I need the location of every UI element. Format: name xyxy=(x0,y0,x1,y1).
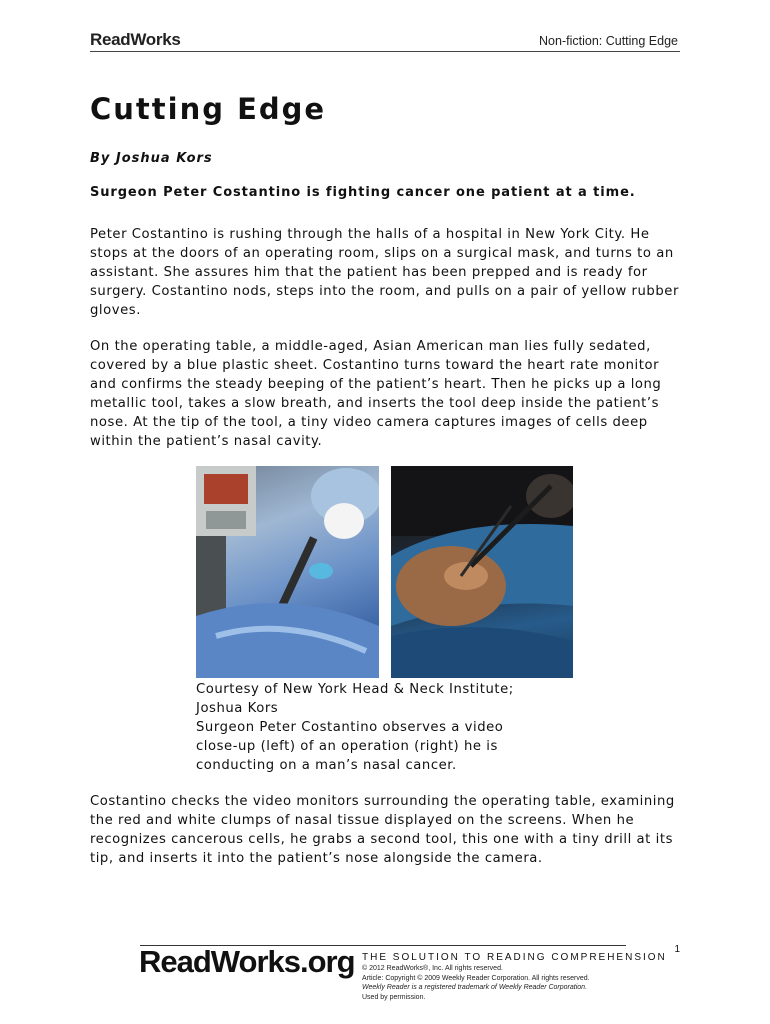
footer-permission: Used by permission. xyxy=(362,993,426,1001)
footer-logo: ReadWorks.org xyxy=(139,944,355,979)
article-subtitle: Surgeon Peter Costantino is fighting cancer one patient at a time. xyxy=(90,185,636,200)
photo-caption xyxy=(196,680,556,775)
surgery-photo-right-illustration xyxy=(391,466,573,678)
footer-tagline: THE SOLUTION TO READING COMPREHENSION xyxy=(362,952,667,963)
footer-trademark: Weekly Reader is a registered trademark of Weekly Reader Corporation. xyxy=(362,984,588,991)
surgery-photo-left-illustration xyxy=(196,466,379,678)
caption-credit-line: Joshua Kors xyxy=(196,701,279,716)
footer-copyright: © 2012 ReadWorks®, Inc. All rights reserved. xyxy=(362,965,503,972)
caption-credit-line: Courtesy of New York Head & Neck Institute; xyxy=(196,682,514,697)
article-paragraph-2: On the operating table, a middle-aged, Asian American man lies fully sedated, covered by a blue plastic sheet. Costantino turns toward the heart rate monitor and confirms the steady beeping of the patient’s heart. Then he picks up a long metallic tool, takes a slow breath, and inserts the tool deep inside the patient’s nose. At the tip of the tool, a tiny video camera captures images of cells deep within the patient’s nasal cavity. xyxy=(90,339,662,449)
header-logo: ReadWorks xyxy=(90,30,181,49)
surgery-photo-left xyxy=(196,466,379,678)
header-divider xyxy=(90,51,680,52)
article-paragraph-3: Costantino checks the video monitors surrounding the operating table, examining the red and white clumps of nasal tissue displayed on the screens. When he recognizes cancerous cells, he grabs a second tool, this one with a tiny drill at its tip, and inserts it into the patient’s nose alongside the camera. xyxy=(90,794,675,866)
footer-legal-notes xyxy=(362,964,632,1002)
article-paragraph-1: Peter Costantino is rushing through the halls of a hospital in New York City. He stops at the doors of an operating room, slips on a surgical mask, and turns to an assistant. She assures him that the patient has been prepped and is ready for surgery. Costantino nods, steps into the room, and pulls on a pair of yellow rubber gloves. xyxy=(90,227,679,318)
header-section-label: Non-fiction: Cutting Edge xyxy=(539,34,678,48)
caption-text-line: close-up (left) of an operation (right) he is xyxy=(196,739,498,754)
page-number: 1 xyxy=(674,944,680,955)
article-title: Cutting Edge xyxy=(90,92,327,126)
article-byline: By Joshua Kors xyxy=(90,151,213,166)
footer-article-copyright: Article: Copyright © 2009 Weekly Reader Corporation. All rights reserved. xyxy=(362,974,590,982)
caption-text-line: Surgeon Peter Costantino observes a video xyxy=(196,720,504,735)
caption-text-line: conducting on a man’s nasal cancer. xyxy=(196,758,457,773)
surgery-photo-right xyxy=(391,466,573,678)
